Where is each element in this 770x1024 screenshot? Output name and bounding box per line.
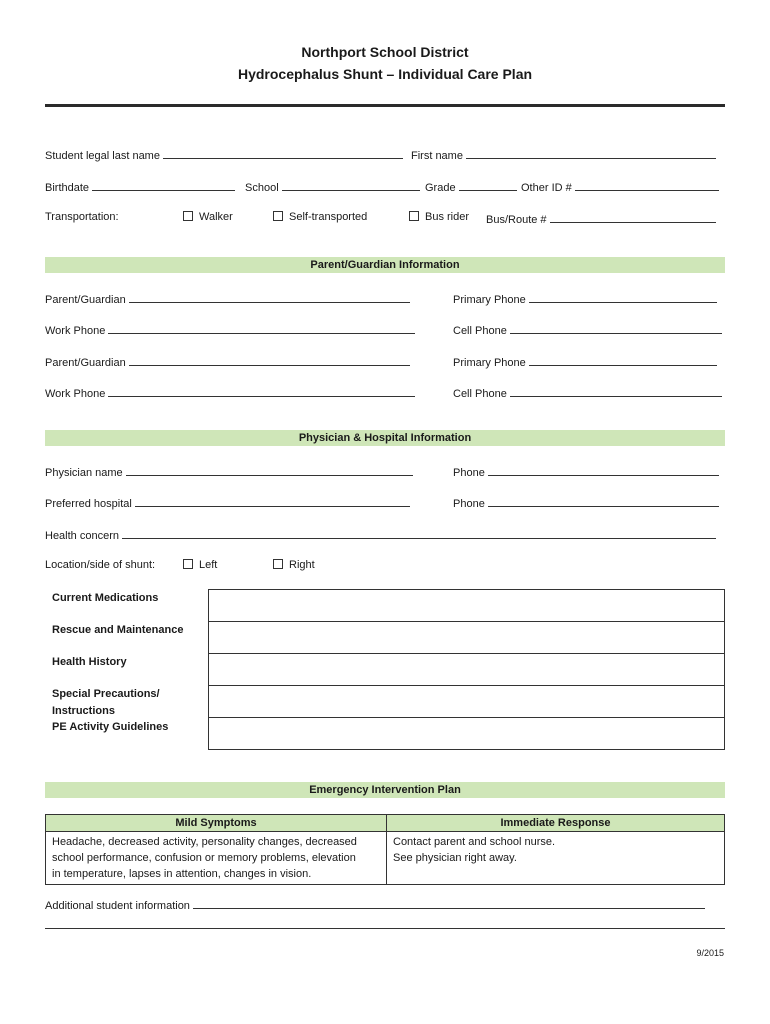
bus-route-field[interactable] [486,211,716,226]
hospital-phone-field[interactable] [453,495,719,510]
transportation-label: Transportation: [45,211,119,223]
primary-phone-1-field[interactable] [453,291,717,306]
shunt-right-checkbox[interactable] [273,559,283,569]
district-title: Northport School District [301,44,469,60]
emergency-table [45,814,725,885]
phone-label: Phone [453,498,485,510]
school-field[interactable] [245,179,420,194]
special-precautions-input[interactable] [209,686,724,718]
bus-rider-option[interactable] [409,211,469,223]
first-name-label: First name [411,150,463,162]
shunt-left-checkbox[interactable] [183,559,193,569]
primary-phone-label: Primary Phone [453,357,526,369]
cell-phone-label: Cell Phone [453,325,507,337]
student-last-name-field[interactable] [45,147,403,162]
emergency-plan-header: Emergency Intervention Plan [45,782,725,798]
response-line: See physician right away. [393,852,517,864]
cell-phone-2-field[interactable] [453,385,722,400]
special-precautions-label: Special Precautions/ [52,688,160,700]
current-medications-input[interactable] [209,590,724,622]
birthdate-field[interactable] [45,179,235,194]
pe-guidelines-input[interactable] [209,718,724,749]
walker-checkbox[interactable] [183,211,193,221]
header-rule [45,104,725,107]
mild-symptoms-cell [46,832,387,885]
health-history-label: Health History [52,656,127,668]
additional-info-label: Additional student information [45,900,190,912]
additional-info-field[interactable] [45,897,705,912]
date-code: 9/2015 [696,948,724,958]
student-last-name-label: Student legal last name [45,150,160,162]
additional-info-line-2[interactable] [45,917,725,929]
preferred-hospital-label: Preferred hospital [45,498,132,510]
mild-symptoms-line: Headache, decreased activity, personality changes, decreased [52,836,357,848]
cell-phone-1-field[interactable] [453,322,722,337]
immediate-response-cell [387,832,725,885]
walker-option[interactable] [183,211,233,223]
parent-guardian-1-field[interactable] [45,291,410,306]
birthdate-label: Birthdate [45,182,90,194]
other-id-label: Other ID # [521,182,572,194]
self-transported-option[interactable] [273,211,367,223]
physician-hospital-header: Physician & Hospital Information [45,430,725,446]
grade-field[interactable] [425,179,517,194]
work-phone-label: Work Phone [45,388,106,400]
walker-label: Walker [199,211,233,223]
self-transported-label: Self-transported [289,211,368,223]
physician-name-field[interactable] [45,464,413,479]
current-medications-label: Current Medications [52,592,159,604]
cell-phone-label: Cell Phone [453,388,507,400]
instructions-label: Instructions [52,705,115,717]
other-id-field[interactable] [521,179,719,194]
shunt-location-label: Location/side of shunt: [45,559,156,571]
bus-rider-checkbox[interactable] [409,211,419,221]
phone-label: Phone [453,467,485,479]
primary-phone-2-field[interactable] [453,354,717,369]
first-name-field[interactable] [411,147,716,162]
work-phone-2-field[interactable] [45,385,415,400]
grade-label: Grade [425,182,456,194]
health-concern-field[interactable] [45,527,716,542]
parent-guardian-label: Parent/Guardian [45,294,126,306]
rescue-maintenance-label: Rescue and Maintenance [52,624,184,636]
preferred-hospital-field[interactable] [45,495,410,510]
mild-symptoms-line: school performance, confusion or memory problems, elevation [52,852,356,864]
health-history-input[interactable] [209,654,724,686]
plan-title: Hydrocephalus Shunt – Individual Care Plan [237,66,533,82]
bus-rider-label: Bus rider [425,211,470,223]
physician-name-label: Physician name [45,467,123,479]
shunt-left-label: Left [199,559,218,571]
parent-guardian-2-field[interactable] [45,354,410,369]
primary-phone-label: Primary Phone [453,294,526,306]
shunt-right-label: Right [289,559,315,571]
shunt-left-option[interactable] [183,559,217,571]
parent-guardian-label: Parent/Guardian [45,357,126,369]
care-plan-grid [208,589,725,750]
work-phone-label: Work Phone [45,325,106,337]
physician-phone-field[interactable] [453,464,719,479]
mild-symptoms-header: Mild Symptoms [46,815,387,832]
bus-route-label: Bus/Route # [486,214,547,226]
shunt-right-option[interactable] [273,559,315,571]
response-line: Contact parent and school nurse. [393,836,556,848]
immediate-response-header: Immediate Response [387,815,725,832]
mild-symptoms-line: in temperature, lapses in attention, changes in vision. [52,868,312,880]
pe-guidelines-label: PE Activity Guidelines [52,721,169,733]
work-phone-1-field[interactable] [45,322,415,337]
school-label: School [245,182,279,194]
self-transported-checkbox[interactable] [273,211,283,221]
rescue-maintenance-input[interactable] [209,622,724,654]
health-concern-label: Health concern [45,530,119,542]
parent-guardian-header: Parent/Guardian Information [45,257,725,273]
